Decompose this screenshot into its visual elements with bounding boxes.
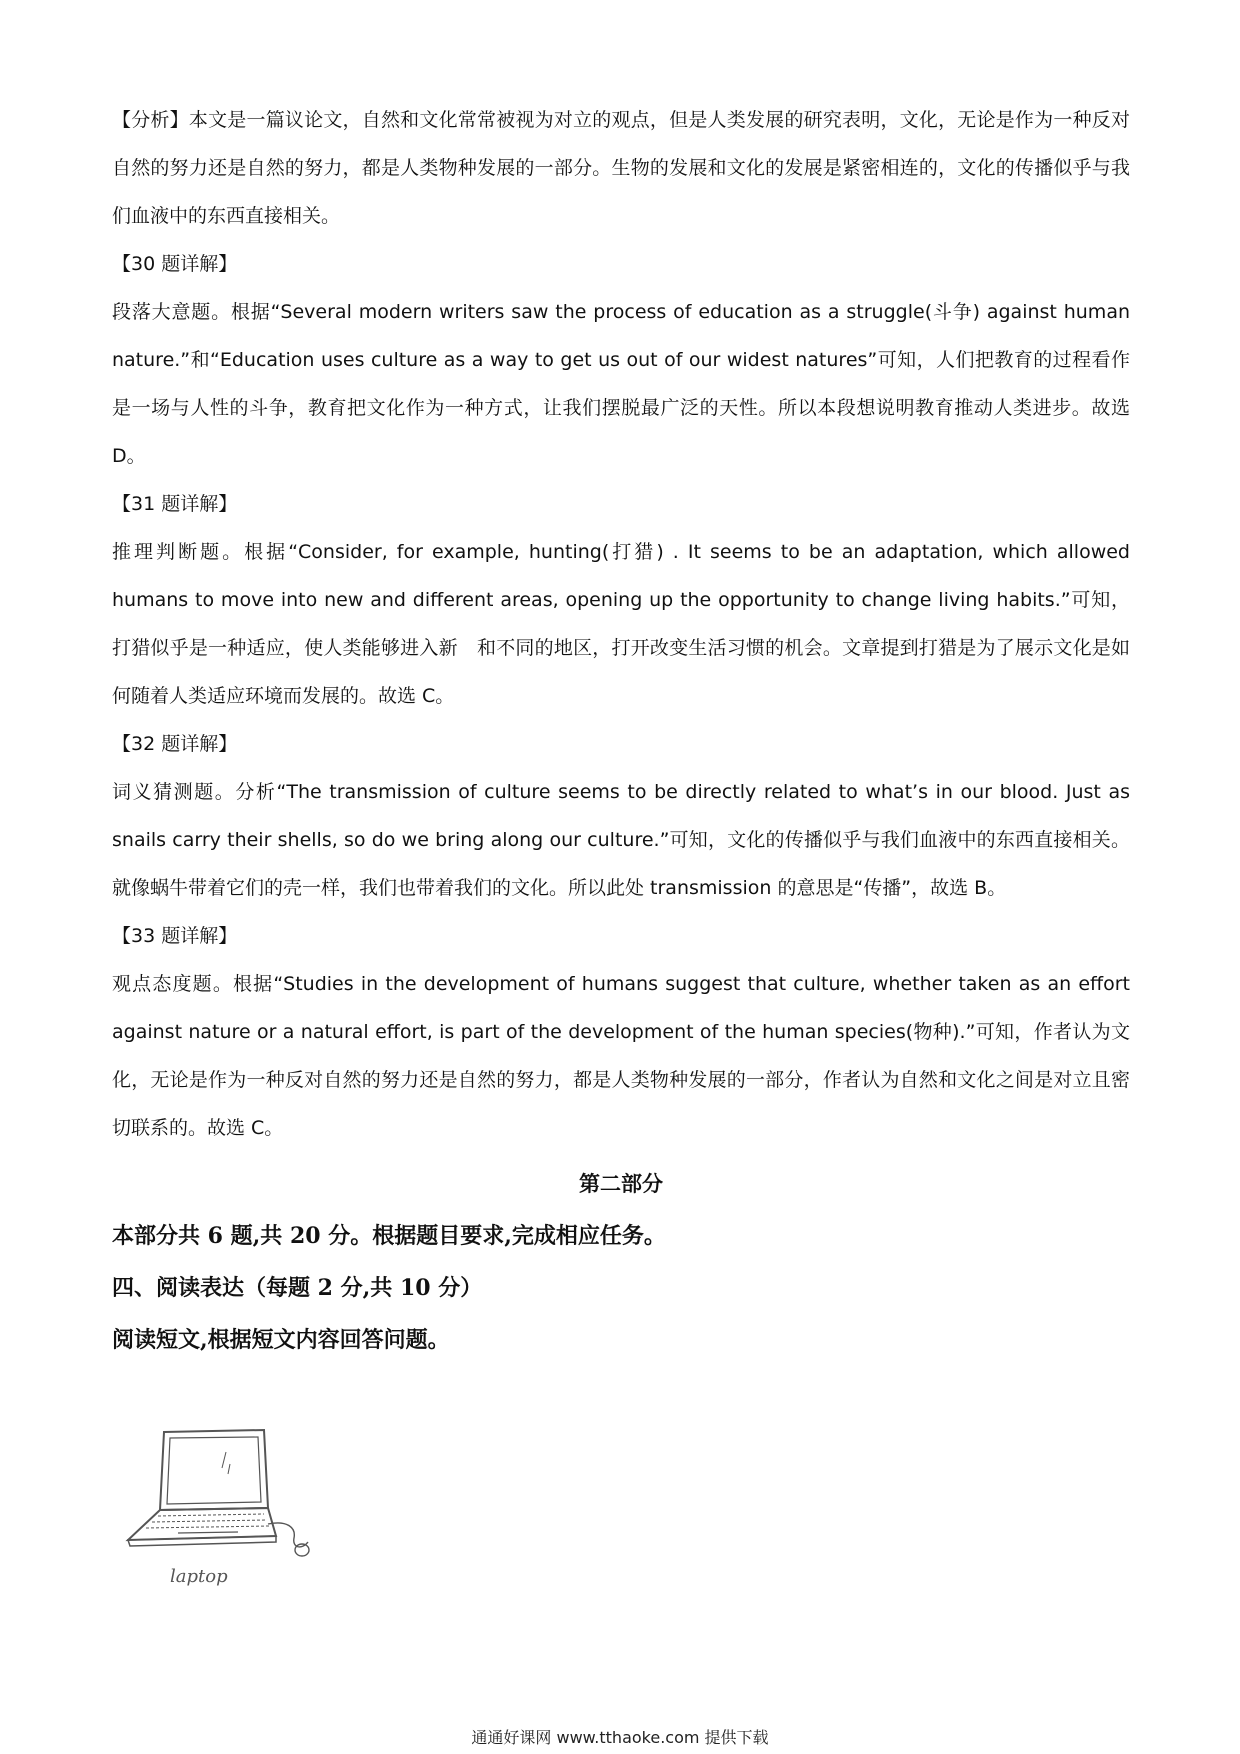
analysis-paragraph: 【分析】本文是一篇议论文，自然和文化常常被视为对立的观点，但是人类发展的研究表明，文化，无论是作为一种反对自然的努力还是自然的努力，都是人类物种发展的一部分。生物的发展和文化的发展是紧密相连的，文化的传播似乎与我们血液中的东西直接相关。 bbox=[112, 109, 1130, 227]
reading-section-title: 四、阅读表达（每题 2 分,共 10 分） bbox=[112, 1275, 483, 1301]
question-31-explanation: 推理判断题。根据“Consider, for example, hunting(打猎) . It seems to be an adaptation, which allowed humans to move into new and different areas, opening up the opportunity to change living habits.”可知，打猎似乎是一种适应，使人类能够进入新 和不同的地区，打开改变生活习惯的机会。文章提到打猎是为了展示文化是如何随着人类适应环境而发展的。故选 C。 bbox=[112, 541, 1130, 707]
question-30-heading: 【30 题详解】 bbox=[112, 253, 238, 275]
part-two-title: 第二部分 bbox=[579, 1171, 663, 1196]
question-30-explanation: 段落大意题。根据“Several modern writers saw the process of education as a struggle(斗争) against human nature.”和“Education uses culture as a way to get us out of our widest natures”可知，人们把教育的过程看作是一场与人性的斗争，教育把文化作为一种方式，让我们摆脱最广泛的天性。所以本段想说明教育推动人类进步。故选 D。 bbox=[112, 301, 1130, 467]
question-32-explanation: 词义猜测题。分析“The transmission of culture seems to be directly related to what’s in our blood. Just as snails carry their shells, so do we bring along our culture.”可知，文化的传播似乎与我们血液中的东西直接相关。就像蜗牛带着它们的壳一样，我们也带着我们的文化。所以此处 transmission 的意思是“传播”，故选 B。 bbox=[112, 781, 1130, 899]
question-32-heading: 【32 题详解】 bbox=[112, 733, 238, 755]
question-33-heading: 【33 题详解】 bbox=[112, 925, 238, 947]
page-footer: 通通好课网 www.tthaoke.com 提供下载 bbox=[471, 1728, 769, 1747]
laptop-icon bbox=[118, 1424, 318, 1564]
question-33-explanation: 观点态度题。根据“Studies in the development of humans suggest that culture, whether taken as an effort against nature or a natural effort, is part of the development of the human species(物种).”可知，作者认为文化，无论是作为一种反对自然的努力还是自然的努力，都是人类物种发展的一部分，作者认为自然和文化之间是对立且密切联系的。故选 C。 bbox=[112, 973, 1130, 1139]
question-31-heading: 【31 题详解】 bbox=[112, 493, 238, 515]
document-page bbox=[112, 96, 1130, 1366]
reading-instruction: 阅读短文,根据短文内容回答问题。 bbox=[112, 1327, 450, 1353]
part-two-intro: 本部分共 6 题,共 20 分。根据题目要求,完成相应任务。 bbox=[112, 1223, 666, 1249]
laptop-caption: laptop bbox=[170, 1566, 228, 1587]
laptop-figure bbox=[118, 1424, 318, 1594]
